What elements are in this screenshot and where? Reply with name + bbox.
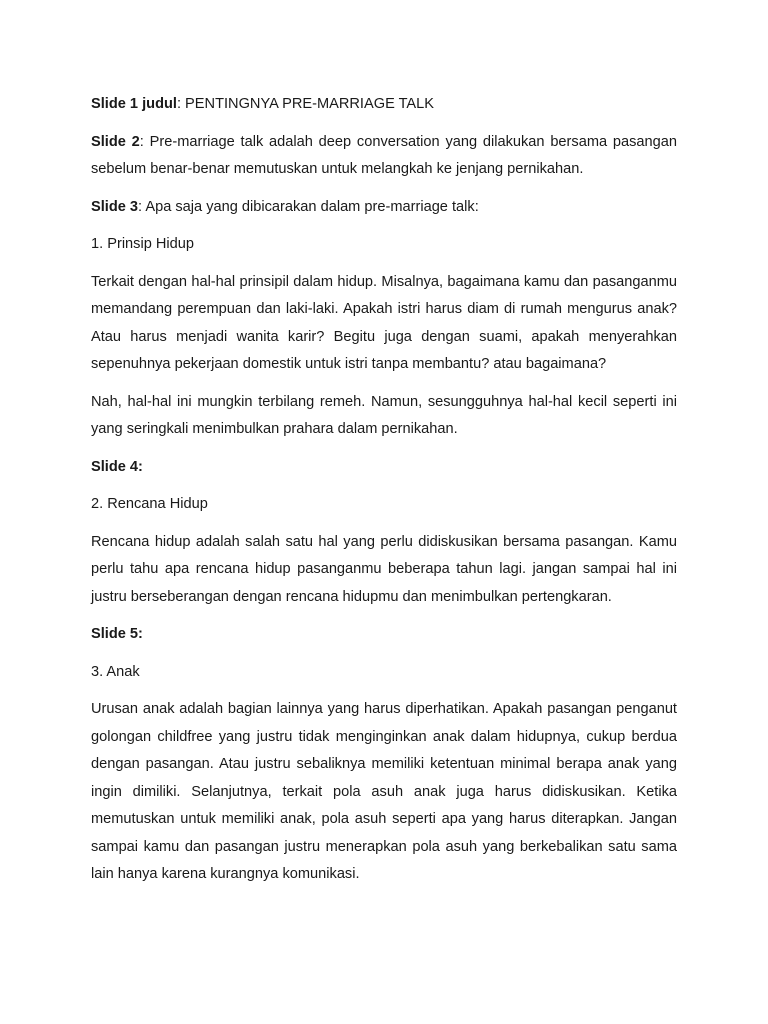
slide2-text: : Pre-marriage talk adalah deep conversation yang dilakukan bersama pasangan sebelum benar-benar memutuskan untuk melangkah ke jenjang pernikahan. bbox=[91, 133, 677, 177]
section2-heading: 2. Rencana Hidup bbox=[91, 496, 208, 512]
slide4-label: Slide 4: bbox=[91, 458, 143, 475]
section1-paragraph-1: Terkait dengan hal-hal prinsipil dalam hidup. Misalnya, bagaimana kamu dan pasanganmu memandang perempuan dan laki-laki. Apakah istri harus diam di rumah mengurus anak? Atau harus menjadi wanita karir? Begitu juga dengan suami, apakah menyerahkan sepenuhnya pekerjaan domestik untuk istri tanpa membantu? atau bagaimana? bbox=[91, 273, 677, 372]
slide1-label: Slide 1 judul bbox=[91, 96, 177, 112]
slide1-line bbox=[91, 91, 677, 119]
slide2-paragraph bbox=[91, 129, 677, 184]
section1-paragraph-2: Nah, hal-hal ini mungkin terbilang remeh. Namun, sesungguhnya hal-hal kecil seperti ini yang seringkali menimbulkan prahara dalam pernikahan. bbox=[91, 393, 677, 437]
slide3-line bbox=[91, 194, 677, 222]
section3-paragraph-1: Urusan anak adalah bagian lainnya yang harus diperhatikan. Apakah pasangan penganut golongan childfree yang justru tidak menginginkan anak dalam hidupnya, cukup berdua dengan pasangan. Atau justru sebaliknya memiliki ketentuan minimal berapa anak yang ingin dimiliki. Selanjutnya, terkait pola asuh anak juga harus didiskusikan. Ketika memutuskan untuk memiliki anak, pola asuh seperti apa yang harus diterapkan. Jangan sampai kamu dan pasangan justru menerapkan pola asuh yang berkebalikan satu sama lain hanya karena kurangnya komunikasi. bbox=[91, 701, 677, 882]
slide2-label: Slide 2 bbox=[91, 133, 140, 150]
slide3-text: : Apa saja yang dibicarakan dalam pre-marriage talk: bbox=[138, 198, 479, 215]
slide5-label: Slide 5: bbox=[91, 626, 143, 642]
document-body bbox=[91, 91, 677, 899]
slide3-label: Slide 3 bbox=[91, 198, 139, 215]
section2-paragraph-1: Rencana hidup adalah salah satu hal yang perlu didiskusikan bersama pasangan. Kamu perlu tahu apa rencana hidup pasanganmu beberapa tahun lagi. jangan sampai hal ini justru berseberangan dengan rencana hidupmu dan menimbulkan pertengkaran. bbox=[91, 533, 677, 605]
section3-heading: 3. Anak bbox=[91, 663, 140, 680]
section1-heading: 1. Prinsip Hidup bbox=[91, 236, 195, 252]
slide1-title: : PENTINGNYA PRE-MARRIAGE TALK bbox=[176, 96, 435, 112]
